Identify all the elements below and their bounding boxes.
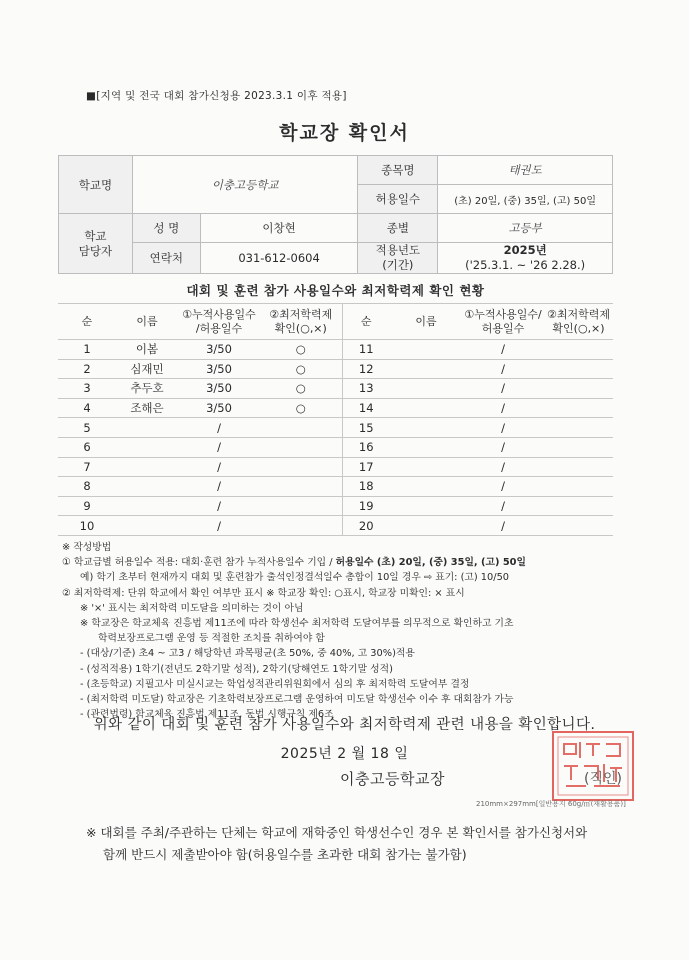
row-name	[116, 457, 178, 477]
footer-line-2: 함께 반드시 제출받아야 함(허용일수를 초과한 대회 참가는 불가함)	[103, 847, 467, 862]
row-check-2	[544, 437, 613, 457]
row-check	[260, 496, 342, 516]
col-check-2	[544, 304, 613, 340]
row-no: 1	[58, 340, 116, 360]
col-check	[260, 304, 342, 340]
row-check: ○	[260, 340, 342, 360]
row-check-2	[544, 516, 613, 536]
note-1	[62, 555, 632, 570]
year-label-line2: (기간)	[382, 258, 414, 272]
row-check	[260, 457, 342, 477]
note-1c: 예) 학기 초부터 현재까지 대회 및 훈련참가 출석인정결석일수 총합이 10일 경우 ⇨ 표기: (고) 10/50	[80, 572, 510, 584]
note-5: 학력보장프로그램 운영 등 적절한 조치를 취하여야 함	[98, 633, 325, 645]
roster-table	[58, 303, 613, 536]
paper-spec-note: 210mm×297mm[일반용지 60g/㎡(재활용품)]	[476, 800, 626, 808]
note-1b: 허용일수 (초) 20일, (중) 35일, (고) 50일	[335, 557, 526, 569]
school-label: 학교명	[59, 156, 133, 214]
row-check: ○	[260, 379, 342, 399]
official-seal-stamp	[550, 730, 636, 802]
header-note: ■[지역 및 전국 대회 참가신청용 2023.3.1 이후 적용]	[86, 90, 347, 102]
table-row	[58, 340, 613, 360]
name-value: 이창현	[200, 214, 358, 243]
contact-value: 031-612-0604	[200, 243, 358, 274]
row-no: 7	[58, 457, 116, 477]
footer-line-1: ※ 대회를 주최/주관하는 단체는 학교에 재학중인 학생선수인 경우 본 확인서를 참가신청서와	[86, 825, 588, 840]
row-name-2	[390, 496, 462, 516]
row-no-2: 17	[342, 457, 390, 477]
row-name-2	[390, 340, 462, 360]
note-1a: ① 학교급별 허용일수 적용: 대회·훈련 참가 누적사용일수 기입 /	[62, 557, 336, 569]
row-name	[116, 437, 178, 457]
row-no-2: 18	[342, 477, 390, 497]
row-name	[116, 516, 178, 536]
table-row	[58, 359, 613, 379]
sport-label: 종목명	[358, 156, 438, 185]
document-title: 학교장 확인서	[279, 122, 410, 144]
seal-label: (직인)	[584, 771, 622, 787]
row-no-2: 20	[342, 516, 390, 536]
note-4: ※ 학교장은 학교체육 진흥법 제11조에 따라 학생선수 최저학력 도달여부를 의무적으로 확인하고 기초	[80, 618, 514, 630]
notes-section	[62, 540, 632, 722]
row-check: ○	[260, 359, 342, 379]
info-table	[58, 155, 613, 274]
row-days: 3/50	[178, 379, 260, 399]
row-check-2	[544, 359, 613, 379]
sport-value: 태권도	[438, 156, 613, 185]
col-check-2-line1: ②최저학력제	[547, 307, 610, 321]
row-no-2: 11	[342, 340, 390, 360]
row-name: 추두호	[116, 379, 178, 399]
footer-note	[86, 822, 646, 866]
row-days: 3/50	[178, 398, 260, 418]
note-2: ② 최저학력제: 단위 학교에서 확인 여부만 표시 ※ 학교장 확인: ○표시, 학교장 미확인: × 표시	[62, 587, 465, 599]
row-days: 3/50	[178, 340, 260, 360]
row-check	[260, 437, 342, 457]
col-no: 순	[58, 304, 116, 340]
row-name-2	[390, 516, 462, 536]
row-name: 조해은	[116, 398, 178, 418]
row-check	[260, 418, 342, 438]
row-name: 심재민	[116, 359, 178, 379]
staff-label	[59, 214, 133, 274]
col-days	[178, 304, 260, 340]
row-name-2	[390, 379, 462, 399]
row-no: 8	[58, 477, 116, 497]
row-check-2	[544, 418, 613, 438]
row-name-2	[390, 477, 462, 497]
col-days-2	[462, 304, 544, 340]
category-label: 종별	[358, 214, 438, 243]
school-value: 이충고등학교	[132, 156, 358, 214]
note-7: - (성적적용) 1학기(전년도 2학기말 성적), 2학기(당해연도 1학기말 성적)	[80, 663, 393, 675]
row-name-2	[390, 418, 462, 438]
row-no-2: 13	[342, 379, 390, 399]
col-days-line2: /허용일수	[195, 321, 243, 335]
table-row	[58, 437, 613, 457]
row-days-2: /	[462, 496, 544, 516]
col-check-line2: 확인(○,×)	[274, 321, 327, 335]
row-no: 2	[58, 359, 116, 379]
col-name: 이름	[116, 304, 178, 340]
row-name	[116, 418, 178, 438]
row-no: 3	[58, 379, 116, 399]
principal-text: 이충고등학교장	[340, 770, 445, 788]
staff-label-line2: 담당자	[78, 243, 113, 258]
notes-heading: ※ 작성방법	[62, 542, 112, 553]
row-name	[116, 496, 178, 516]
row-no-2: 15	[342, 418, 390, 438]
year-label-line1: 적용년도	[375, 243, 421, 257]
allowed-days-value: (초) 20일, (중) 35일, (고) 50일	[438, 185, 613, 214]
row-days: /	[178, 437, 260, 457]
row-no: 6	[58, 437, 116, 457]
row-days: /	[178, 496, 260, 516]
row-days-2: /	[462, 379, 544, 399]
note-6: - (대상/기준) 초4 ~ 고3 / 해당학년 과목평균(초 50%, 중 40%, 고 30%)적용	[80, 648, 415, 660]
row-days-2: /	[462, 437, 544, 457]
note-3: ※ '×' 표시는 최저학력 미도달을 의미하는 것이 아님	[80, 602, 304, 614]
table-row	[58, 379, 613, 399]
table-row	[58, 457, 613, 477]
row-no: 5	[58, 418, 116, 438]
row-check-2	[544, 340, 613, 360]
roster-body	[58, 340, 613, 536]
row-days-2: /	[462, 516, 544, 536]
allowed-days-label: 허용일수	[358, 185, 438, 214]
year-value-cell	[438, 243, 613, 274]
row-name	[116, 477, 178, 497]
row-name-2	[390, 437, 462, 457]
name-label: 성 명	[132, 214, 200, 243]
row-no-2: 19	[342, 496, 390, 516]
year-label	[358, 243, 438, 274]
note-10: - (관련법령) 학교체육 진흥법 제11조, 동법 시행규칙 제6조	[80, 709, 334, 721]
col-name-2: 이름	[390, 304, 462, 340]
row-days-2: /	[462, 418, 544, 438]
category-value: 고등부	[438, 214, 613, 243]
contact-label: 연락처	[132, 243, 200, 274]
staff-label-line1: 학교	[84, 228, 107, 243]
row-days: /	[178, 418, 260, 438]
row-days: /	[178, 477, 260, 497]
row-days-2: /	[462, 457, 544, 477]
row-check-2	[544, 457, 613, 477]
col-days-2-line2: 허용일수	[481, 321, 525, 335]
row-days-2: /	[462, 398, 544, 418]
row-no-2: 12	[342, 359, 390, 379]
col-no-2: 순	[342, 304, 390, 340]
confirm-text: 위와 같이 대회 및 훈련 참가 사용일수와 최저학력제 관련 내용을 확인합니다.	[93, 717, 596, 733]
row-check-2	[544, 379, 613, 399]
roster-heading: 대회 및 훈련 참가 사용일수와 최저학력제 확인 현황	[186, 283, 485, 298]
row-name: 이봄	[116, 340, 178, 360]
year-value: 2025년	[503, 243, 547, 257]
note-9: - (최저학력 미도달) 학교장은 기초학력보장프로그램 운영하여 미도달 학생선수 이수 후 대회참가 가능	[80, 694, 514, 706]
row-no-2: 14	[342, 398, 390, 418]
row-days: /	[178, 457, 260, 477]
row-name-2	[390, 359, 462, 379]
row-days-2: /	[462, 340, 544, 360]
row-no: 10	[58, 516, 116, 536]
row-no: 9	[58, 496, 116, 516]
date-text: 2025년 2 월 18 일	[280, 746, 409, 762]
row-check	[260, 516, 342, 536]
col-days-2-line1: ①누적사용일수/	[464, 307, 542, 321]
row-check-2	[544, 496, 613, 516]
note-8: - (초등학교) 지필고사 미실시교는 학업성적관리위원회에서 심의 후 최저학력 도달여부 결정	[80, 678, 470, 690]
col-days-line1: ①누적사용일수	[182, 307, 256, 321]
row-check	[260, 477, 342, 497]
row-days: /	[178, 516, 260, 536]
row-check: ○	[260, 398, 342, 418]
row-days-2: /	[462, 477, 544, 497]
row-name-2	[390, 457, 462, 477]
row-no-2: 16	[342, 437, 390, 457]
col-check-line1: ②최저학력제	[269, 307, 333, 321]
row-name-2	[390, 398, 462, 418]
period-value: ('25.3.1. ~ '26 2.28.)	[465, 258, 586, 272]
table-row	[58, 477, 613, 497]
row-check-2	[544, 398, 613, 418]
row-check-2	[544, 477, 613, 497]
col-check-2-line2: 확인(○,×)	[552, 321, 605, 335]
table-row	[58, 516, 613, 536]
row-no: 4	[58, 398, 116, 418]
row-days-2: /	[462, 359, 544, 379]
table-row	[58, 418, 613, 438]
table-row	[58, 496, 613, 516]
row-days: 3/50	[178, 359, 260, 379]
table-row	[58, 398, 613, 418]
